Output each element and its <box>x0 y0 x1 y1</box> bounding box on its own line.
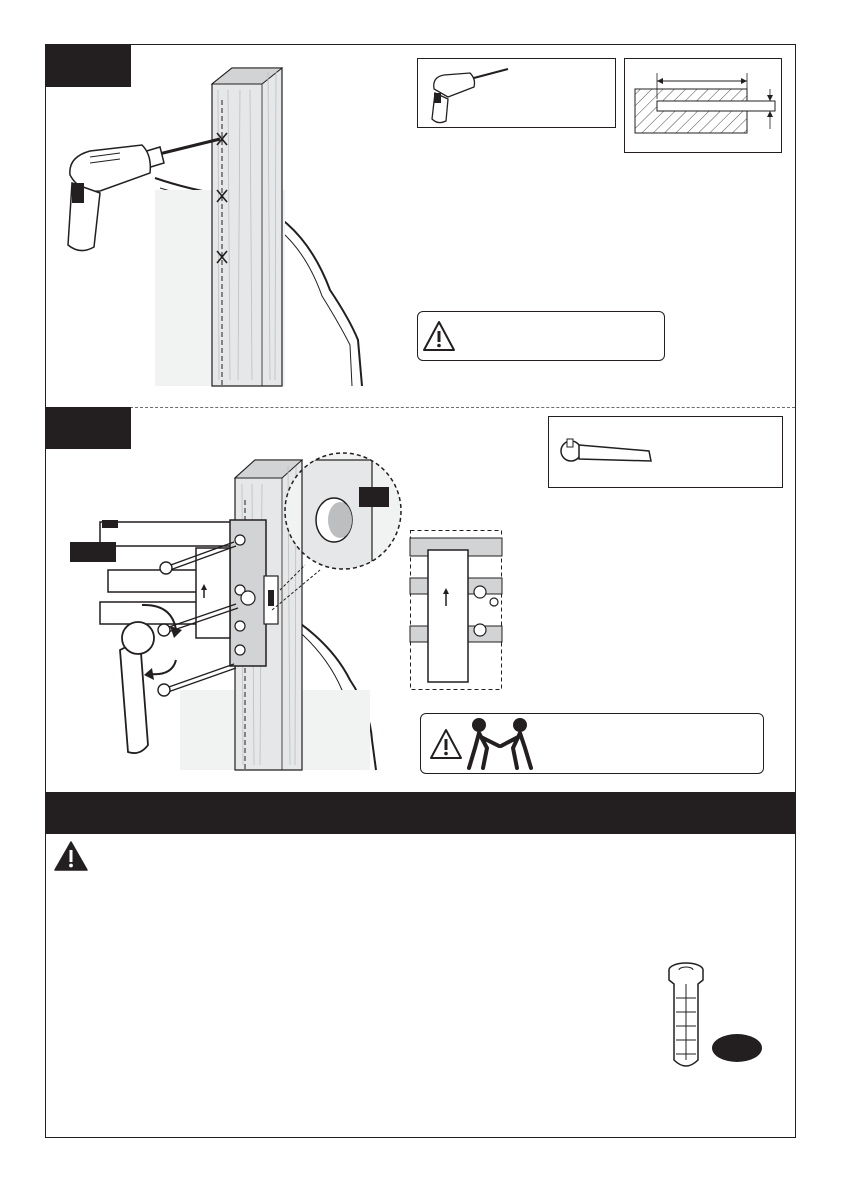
warning-triangle-icon <box>429 728 463 760</box>
callout-tag <box>70 542 116 562</box>
two-person-lift-icon <box>465 716 535 772</box>
magnified-bracket-detail <box>410 530 502 690</box>
anchor-badge <box>712 1034 762 1062</box>
warning-box-two-person <box>420 713 764 774</box>
section-header-bar <box>45 792 796 834</box>
magnified-hole-detail <box>282 450 404 572</box>
warning-triangle-icon <box>54 841 88 871</box>
wall-anchor-icon <box>666 962 706 1072</box>
detail-tag <box>359 487 389 507</box>
